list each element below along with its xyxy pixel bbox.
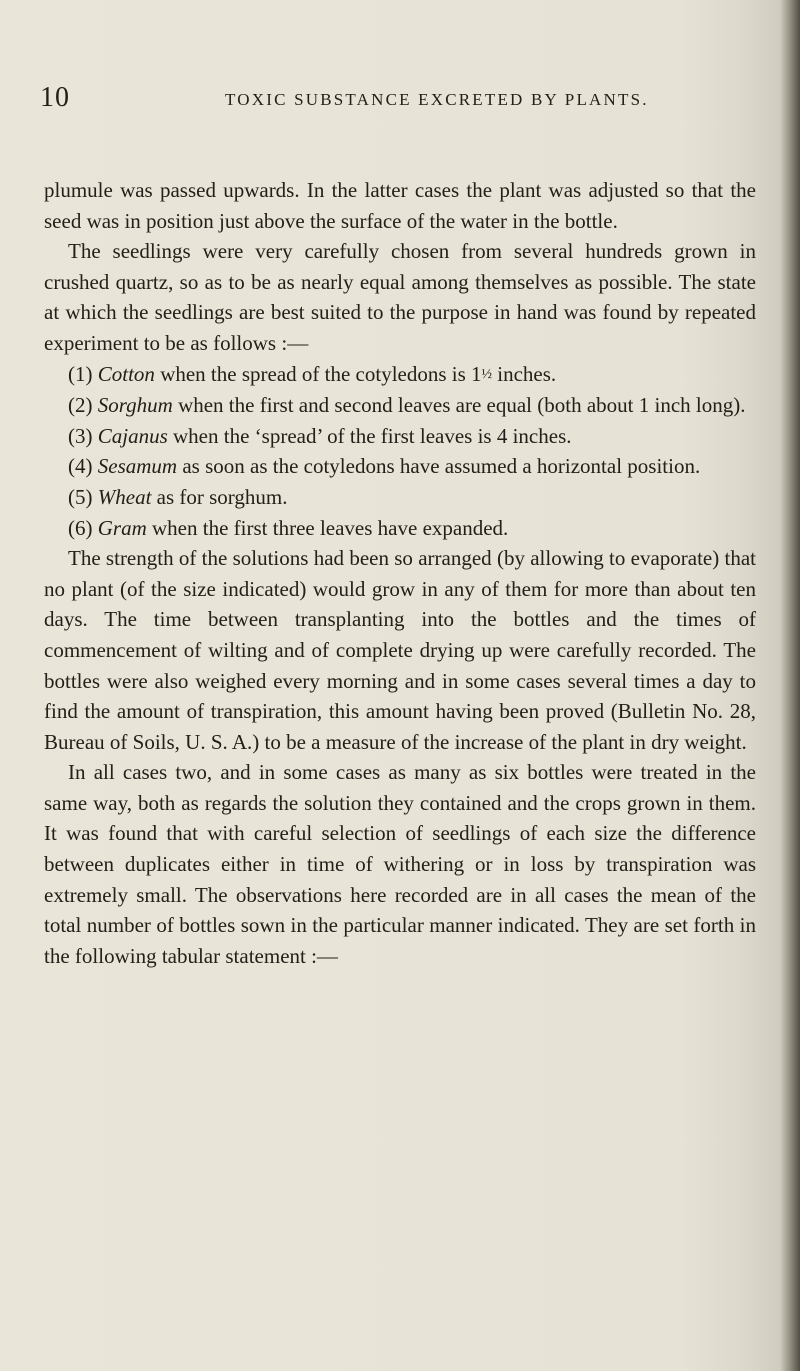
list-text: as soon as the cotyledons have assumed a horizontal position. <box>177 454 701 479</box>
list-text: when the first three leaves have expanded. <box>146 515 509 540</box>
list-item <box>44 513 756 544</box>
list-item <box>44 421 756 452</box>
paragraph: plumule was passed upwards. In the latter cases the plant was adjusted so that the seed was in position just above the surface of the water in the bottle. <box>44 178 756 233</box>
running-head: TOXIC SUBSTANCE EXCRETED BY PLANTS. <box>225 90 649 109</box>
list-item <box>44 482 756 513</box>
list-number: (5) <box>68 484 93 509</box>
crop-name: Wheat <box>97 484 152 509</box>
paragraph: The seedlings were very carefully chosen from several hundreds grown in crushed quartz, so as to be as nearly equal among themselves as possible. The state at which the seedlings are best suited to the purpose in hand was found by repeated experiment to be as follows :— <box>44 239 756 355</box>
list-number: (4) <box>68 454 93 479</box>
list-text: as for sorghum. <box>151 484 288 509</box>
crop-name: Sesamum <box>97 454 178 479</box>
crop-name: Gram <box>97 515 147 540</box>
page-edge-shadow <box>780 0 800 1371</box>
list-number: (2) <box>68 393 93 418</box>
fraction: ½ <box>481 366 493 382</box>
crop-name: Sorghum <box>97 393 173 418</box>
list-number: (3) <box>68 423 93 448</box>
list-item <box>44 451 756 482</box>
list-text: when the ‘spread’ of the first leaves is 4 inches. <box>167 423 572 448</box>
list-item <box>44 359 756 391</box>
list-number: (1) <box>68 361 93 386</box>
paragraph: In all cases two, and in some cases as many as six bottles were treated in the same way, both as regards the solution they contained and the crops grown in them. It was found that with careful selection of seedlings of each size the difference between duplicates either in time of withering or in loss by transpiration was extremely small. The observations here recorded are in all cases the mean of the total number of bottles sown in the particular manner indicated. They are set forth in the following tabular statement :— <box>44 760 756 968</box>
list-text: when the spread of the cotyledons is 1 <box>154 361 482 386</box>
paragraph: The strength of the solutions had been so arranged (by allowing to evaporate) that no plant (of the size indicated) would grow in any of them for more than about ten days. The time between transplanting into the bottles and the times of commencement of wilting and of complete drying up were carefully recorded. The bottles were also weighed every morning and in some cases several times a day to find the amount of transpiration, this amount having been proved (Bulletin No. 28, Bureau of Soils, U. S. A.) to be a measure of the increase of the plant in dry weight. <box>44 546 756 754</box>
list-item <box>44 390 756 421</box>
list-text-tail: inches. <box>492 361 557 386</box>
page-number: 10 <box>40 82 70 113</box>
page-header <box>40 82 780 122</box>
crop-name: Cotton <box>97 361 155 386</box>
crop-name: Cajanus <box>97 423 168 448</box>
list-text: when the first and second leaves are equal (both about 1 inch long). <box>172 393 746 418</box>
list-number: (6) <box>68 515 93 540</box>
body-text <box>44 175 756 971</box>
